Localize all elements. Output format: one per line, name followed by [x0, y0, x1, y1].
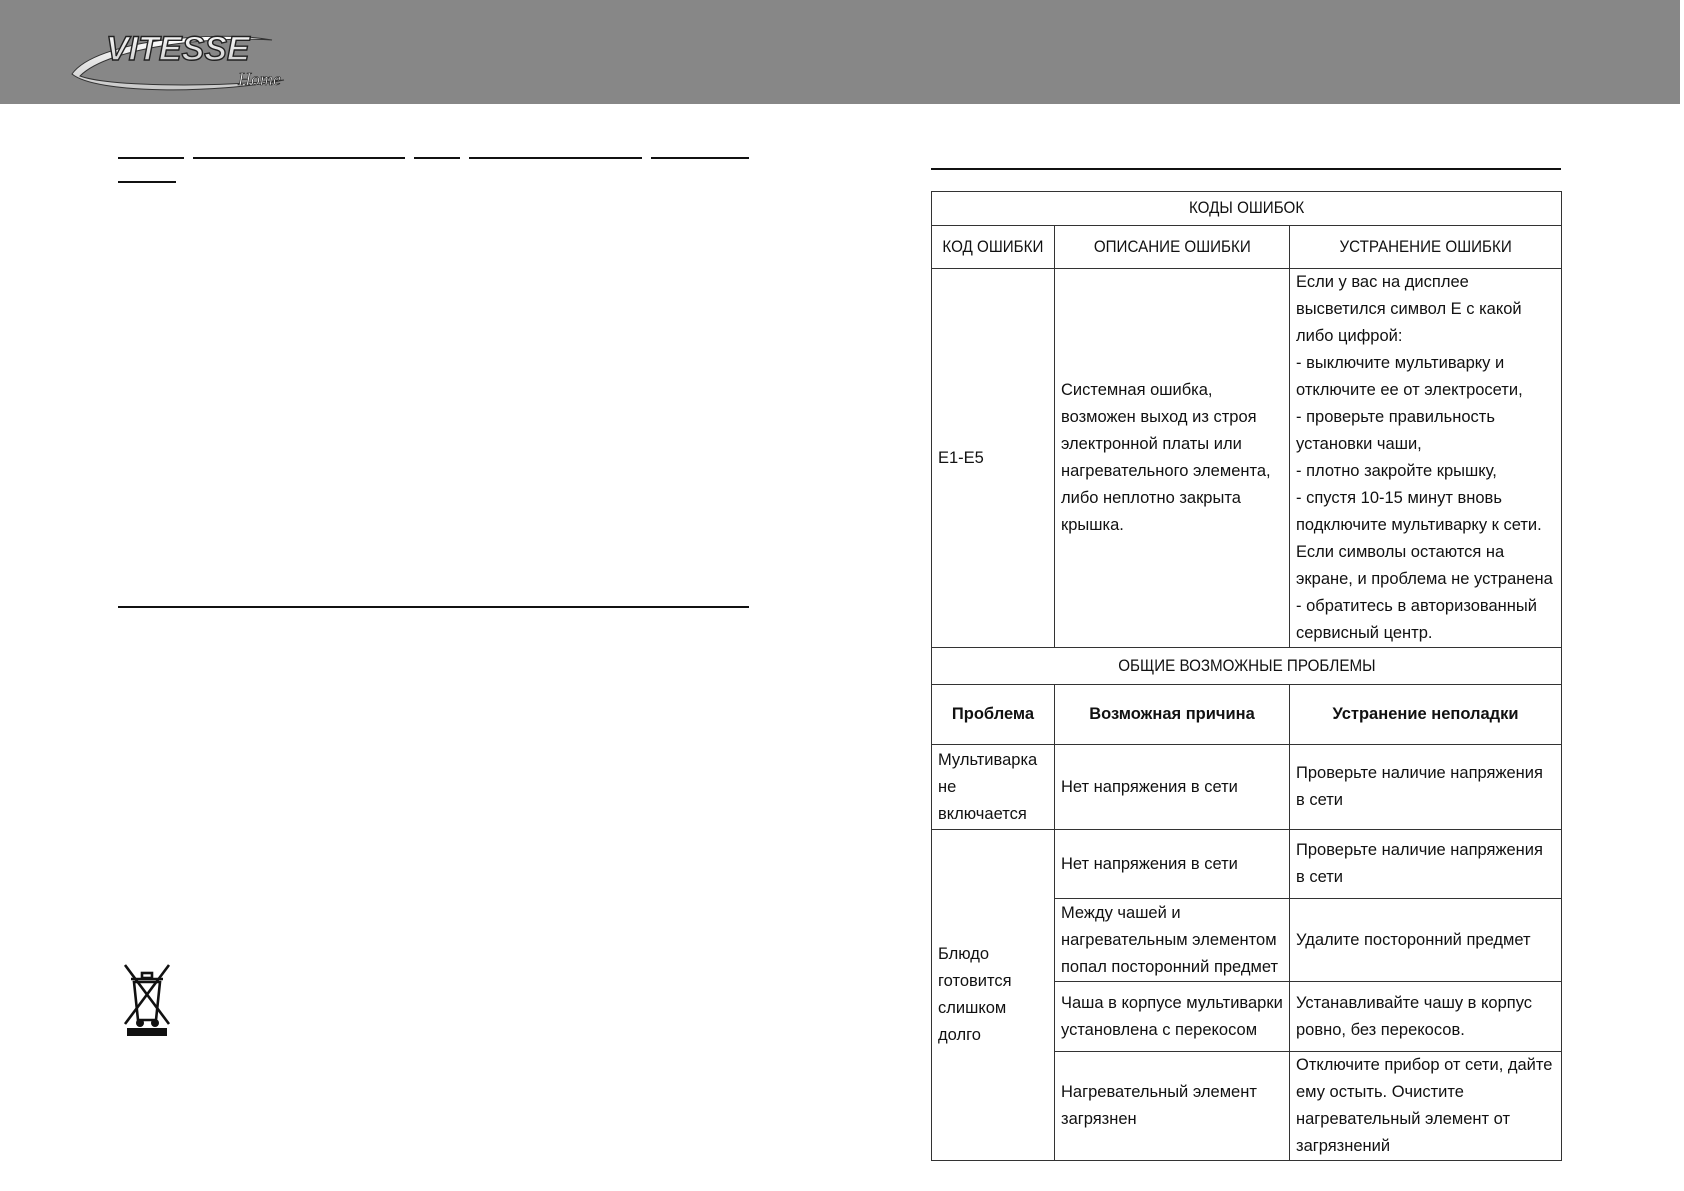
page-edge — [1680, 0, 1684, 1191]
solution-cell: Проверьте наличие напряжения в сети — [1290, 830, 1562, 899]
table-title-row — [932, 648, 1562, 685]
fix-line: - проверьте правильность установки чаши, — [1296, 408, 1495, 453]
error-codes-table — [931, 191, 1562, 1161]
cause-cell: Нагревательный элемент загрязнен — [1055, 1052, 1290, 1161]
fix-line: Если у вас на дисплее высветился символ Е с какой либо цифрой: — [1296, 273, 1522, 345]
underline-segment — [118, 157, 184, 159]
underline-segment — [469, 157, 642, 159]
cause-cell: Между чашей и нагревательным элементом попал посторонний предмет — [1055, 899, 1290, 982]
fix-line: Если символы остаются на экране, и проблема не устранена - обратитесь в авторизованный сервисный центр. — [1296, 543, 1553, 642]
solution-cell: Устанавливайте чашу в корпус ровно, без перекосов. — [1290, 982, 1562, 1052]
table-row — [932, 269, 1562, 648]
table-header-row — [932, 685, 1562, 745]
error-fix-cell — [1290, 269, 1562, 648]
left-section-divider — [118, 606, 749, 608]
fix-line: - плотно закройте крышку, — [1296, 462, 1497, 480]
cause-cell: Чаша в корпусе мультиварки установлена с перекосом — [1055, 982, 1290, 1052]
col-header-problem: Проблема — [932, 685, 1055, 745]
solution-cell: Отключите прибор от сети, дайте ему остыть. Очистите нагревательный элемент от загрязнений — [1290, 1052, 1562, 1161]
table-title-row — [932, 192, 1562, 226]
header-bar — [0, 0, 1680, 104]
error-codes-title: КОДЫ ОШИБОК — [932, 192, 1562, 226]
col-header-code: КОД ОШИБКИ — [932, 226, 1055, 269]
right-section-divider — [931, 168, 1561, 170]
underline-segment — [118, 181, 176, 183]
error-description-cell: Системная ошибка, возможен выход из строя электронной платы или нагревательного элемента, либо неплотно закрыта крышка. — [1055, 269, 1290, 648]
underline-segment — [414, 157, 460, 159]
fix-line: - спустя 10-15 минут вновь подключите мультиварку к сети. — [1296, 489, 1542, 534]
vitesse-home-logo — [66, 22, 306, 98]
table-row — [932, 830, 1562, 899]
col-header-solution: Устранение неполадки — [1290, 685, 1562, 745]
table-header-row — [932, 226, 1562, 269]
cause-cell: Нет напряжения в сети — [1055, 745, 1290, 830]
fix-line: - выключите мультиварку и отключите ее от электросети, — [1296, 354, 1523, 399]
col-header-description: ОПИСАНИЕ ОШИБКИ — [1055, 226, 1290, 269]
weee-bin-icon — [122, 962, 172, 1038]
underline-segment — [651, 157, 749, 159]
solution-cell: Проверьте наличие напряжения в сети — [1290, 745, 1562, 830]
table-row — [932, 745, 1562, 830]
svg-text:Home: Home — [238, 69, 281, 89]
underline-segment — [193, 157, 405, 159]
solution-cell: Удалите посторонний предмет — [1290, 899, 1562, 982]
error-code-cell: E1-E5 — [932, 269, 1055, 648]
common-problems-title: ОБЩИЕ ВОЗМОЖНЫЕ ПРОБЛЕМЫ — [932, 648, 1562, 685]
cause-cell: Нет напряжения в сети — [1055, 830, 1290, 899]
problem-cell: Мультиварка не включается — [932, 745, 1055, 830]
problem-cell: Блюдо готовится слишком долго — [932, 830, 1055, 1161]
col-header-cause: Возможная причина — [1055, 685, 1290, 745]
col-header-fix: УСТРАНЕНИЕ ОШИБКИ — [1290, 226, 1562, 269]
svg-text:VITESSE: VITESSE — [106, 30, 250, 68]
